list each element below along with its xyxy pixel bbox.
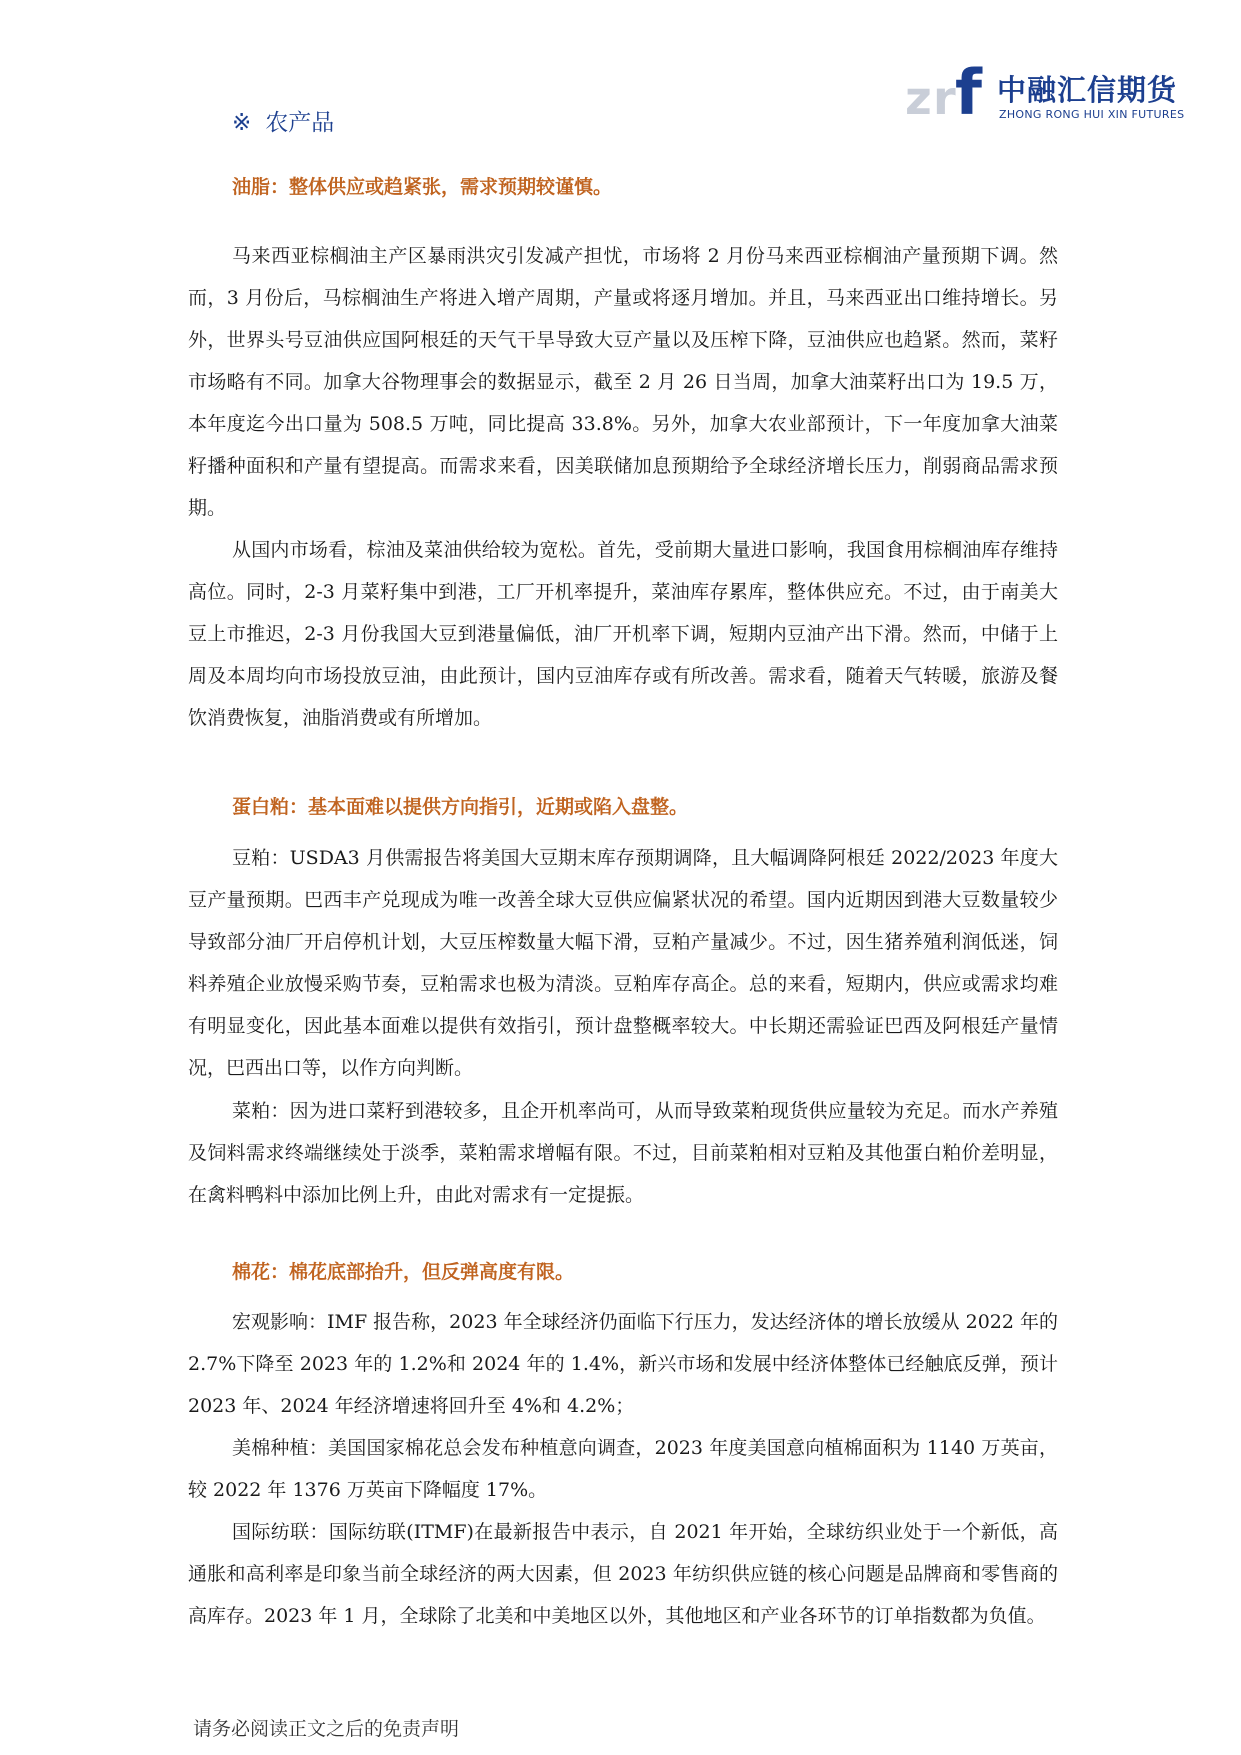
reference-mark-icon: ※ [232,110,252,136]
oils-heading: 油脂：整体供应或趋紧张，需求预期较谨慎。 [232,176,613,198]
svg-text:f: f [955,58,982,122]
logo-chinese-name: 中融汇信期货 [997,73,1178,107]
rapemeal-paragraph: 菜粕：因为进口菜籽到港较多，且企开机率尚可，从而导致菜粕现货供应量较为充足。而水产养殖及饲料需求终端继续处于淡季，菜粕需求增幅有限。不过，目前菜粕相对豆粕及其他蛋白粕价差明显，在禽料鸭料中添加比例上升，由此对需求有一定提振。 [188,1100,1058,1206]
logo-english-name: ZHONG RONG HUI XIN FUTURES [999,108,1185,121]
disclaimer-footer: 请务必阅读正文之后的免责声明 [193,1718,460,1740]
cotton-macro-paragraph: 宏观影响：IMF 报告称，2023 年全球经济仍面临下行压力，发达经济体的增长放缓从 2022 年的 2.7%下降至 2023 年的 1.2%和 2024 年的 1.4%，新兴市场和发展中经济体整体已经触底反弹，预计 2023 年、2024 年经济增速将回升至 4%和 4.2%； [188,1311,1059,1417]
soymeal-paragraph: 豆粕：USDA3 月供需报告将美国大豆期末库存预期调降，且大幅调降阿根廷 2022/2023 年度大豆产量预期。巴西丰产兑现成为唯一改善全球大豆供应偏紧状况的希望。国内近期因到港大豆数量较少导致部分油厂开启停机计划，大豆压榨数量大幅下滑，豆粕产量减少。不过，因生猪养殖利润低迷，饲料养殖企业放慢采购节奏，豆粕需求也极为清淡。豆粕库存高企。总的来看，短期内，供应或需求均难有明显变化，因此基本面难以提供有效指引，预计盘整概率较大。中长期还需验证巴西及阿根廷产量情况，巴西出口等，以作方向判断。 [188,847,1058,1079]
zrf-logo-icon [905,58,995,122]
cotton-itmf-paragraph: 国际纺联：国际纺联(ITMF)在最新报告中表示，自 2021 年开始，全球纺织业处于一个新低，高通胀和高利率是印象当前全球经济的两大因素，但 2023 年纺织供应链的核心问题是品牌商和零售商的高库存。2023 年 1 月，全球除了北美和中美地区以外，其他地区和产业各环节的订单指数都为负值。 [188,1521,1058,1627]
company-logo [905,58,1195,128]
oils-paragraph-1: 马来西亚棕榈油主产区暴雨洪灾引发减产担忧，市场将 2 月份马来西亚棕榈油产量预期下调。然而，3 月份后，马棕榈油生产将进入增产周期，产量或将逐月增加。并且，马来西亚出口维持增长。另外，世界头号豆油供应国阿根廷的天气干旱导致大豆产量以及压榨下降，豆油供应也趋紧。然而，菜籽市场略有不同。加拿大谷物理事会的数据显示，截至 2 月 26 日当周，加拿大油菜籽出口为 19.5 万，本年度迄今出口量为 508.5 万吨，同比提高 33.8%。另外，加拿大农业部预计，下一年度加拿大油菜籽播种面积和产量有望提高。而需求来看，因美联储加息预期给予全球经济增长压力，削弱商品需求预期。 [188,245,1058,519]
svg-text:z: z [905,71,932,122]
oils-paragraph-2: 从国内市场看，棕油及菜油供给较为宽松。首先，受前期大量进口影响，我国食用棕榈油库存维持高位。同时，2-3 月菜籽集中到港，工厂开机率提升，菜油库存累库，整体供应充。不过，由于南美大豆上市推迟，2-3 月份我国大豆到港量偏低，油厂开机率下调，短期内豆油产出下滑。然而，中储于上周及本周均向市场投放豆油，由此预计，国内豆油库存或有所改善。需求看，随着天气转暖，旅游及餐饮消费恢复，油脂消费或有所增加。 [188,539,1058,729]
section-title-text: 农产品 [265,110,335,136]
cotton-planting-paragraph: 美棉种植：美国国家棉花总会发布种植意向调查，2023 年度美国意向植棉面积为 1140 万英亩，较 2022 年 1376 万英亩下降幅度 17%。 [188,1437,1058,1501]
svg-text:r: r [933,71,956,122]
meal-heading: 蛋白粕：基本面难以提供方向指引，近期或陷入盘整。 [232,796,689,818]
cotton-heading: 棉花：棉花底部抬升，但反弹高度有限。 [232,1261,575,1283]
section-title [232,104,334,137]
